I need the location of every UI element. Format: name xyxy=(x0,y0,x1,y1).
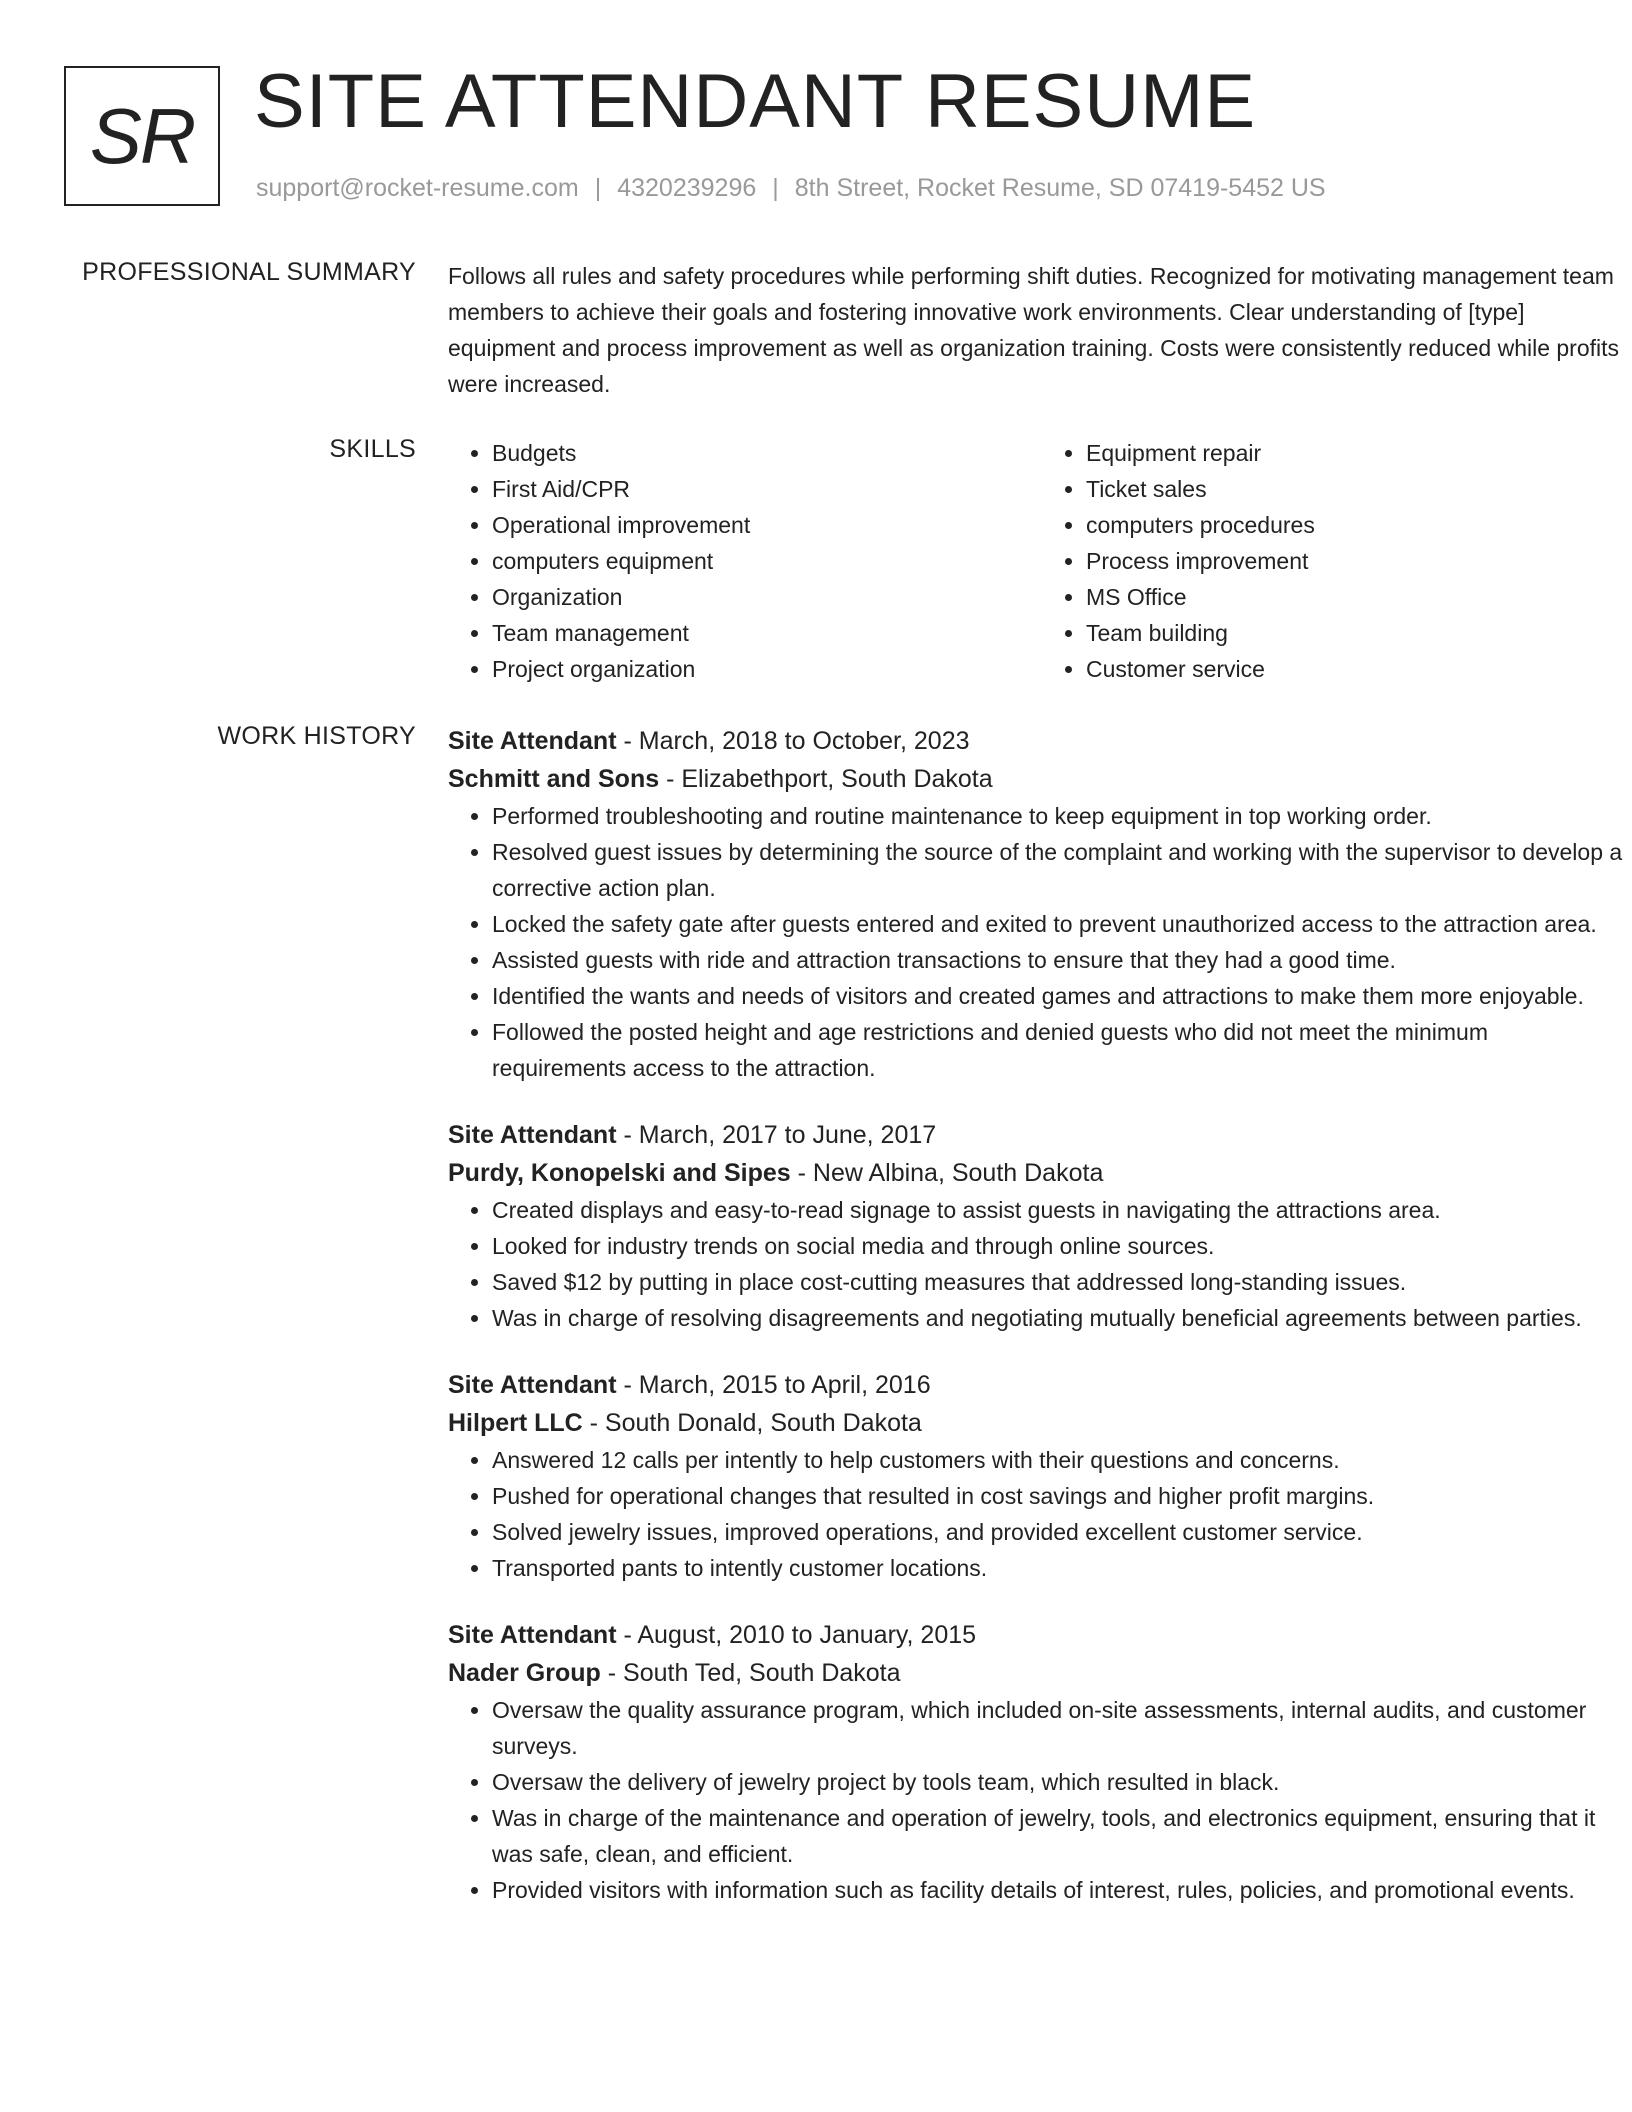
contact-email: support@rocket-resume.com xyxy=(256,174,579,202)
job-dates: - August, 2010 to January, 2015 xyxy=(616,1621,977,1649)
skill-item: • Equipment repair xyxy=(1086,435,1592,471)
job-location: - South Donald, South Dakota xyxy=(582,1409,922,1437)
monogram-initials: SR xyxy=(89,91,195,180)
job-bullet: • Solved jewelry issues, improved operations, and provided excellent customer service. xyxy=(492,1514,1628,1550)
job-dates: - March, 2015 to April, 2016 xyxy=(616,1371,931,1399)
contact-separator: | xyxy=(772,174,779,202)
job-title: Site Attendant xyxy=(448,727,617,755)
job-title-line xyxy=(448,1116,1628,1154)
skills-list-right xyxy=(1042,435,1592,687)
summary-text: Follows all rules and safety procedures while performing shift duties. Recognized for motivating management team members to achieve their goals and fostering innovative work environments. Clear understanding of [type] equipment and process improvement as well as organization training. Costs were consistently reduced while profits were increased. xyxy=(448,263,1620,397)
job-bullet: • Looked for industry trends on social media and through online sources. xyxy=(492,1228,1628,1264)
job-bullets xyxy=(448,798,1628,1086)
work-history-label: WORK HISTORY xyxy=(217,722,416,750)
job-bullet: • Provided visitors with information such as facility details of interest, rules, policies, and promotional events. xyxy=(492,1872,1628,1908)
skills-body xyxy=(448,435,1628,687)
contact-separator: | xyxy=(594,174,602,202)
summary-body xyxy=(448,258,1628,402)
job-bullets xyxy=(448,1192,1628,1336)
resume-title: SITE ATTENDANT RESUME xyxy=(254,59,1257,144)
job-bullet: • Transported pants to intently customer locations. xyxy=(492,1550,1628,1586)
job-bullets xyxy=(448,1692,1628,1908)
skill-item: • MS Office xyxy=(1086,579,1592,615)
job-bullet: • Saved $12 by putting in place cost-cutting measures that addressed long-standing issues. xyxy=(492,1264,1628,1300)
job-bullet: • Assisted guests with ride and attraction transactions to ensure that they had a good time. xyxy=(492,942,1628,978)
monogram-box xyxy=(64,66,220,206)
contact-phone: 4320239296 xyxy=(617,174,757,202)
job-dates: - March, 2018 to October, 2023 xyxy=(616,727,970,755)
skill-item: • Project organization xyxy=(492,651,1042,687)
job-bullet: • Pushed for operational changes that resulted in cost savings and higher profit margins. xyxy=(492,1478,1628,1514)
job-title: Site Attendant xyxy=(448,1121,617,1149)
job-bullets xyxy=(448,1442,1628,1586)
job-bullet: • Answered 12 calls per intently to help customers with their questions and concerns. xyxy=(492,1442,1628,1478)
job-bullet: • Was in charge of resolving disagreements and negotiating mutually beneficial agreements between parties. xyxy=(492,1300,1628,1336)
job-dates: - March, 2017 to June, 2017 xyxy=(616,1121,937,1149)
job-bullet: • Locked the safety gate after guests entered and exited to prevent unauthorized access to the attraction area. xyxy=(492,906,1628,942)
job-company: Schmitt and Sons xyxy=(448,765,660,793)
skill-item: • Team building xyxy=(1086,615,1592,651)
job-entry xyxy=(448,1116,1628,1336)
summary-label: PROFESSIONAL SUMMARY xyxy=(82,258,416,286)
skill-item: • Team management xyxy=(492,615,1042,651)
work-history-body xyxy=(448,722,1628,1938)
job-bullet: • Created displays and easy-to-read signage to assist guests in navigating the attractions area. xyxy=(492,1192,1628,1228)
job-company-line xyxy=(448,760,1628,798)
job-company-line xyxy=(448,1404,1628,1442)
skill-item: • Customer service xyxy=(1086,651,1592,687)
job-title-line xyxy=(448,722,1628,760)
job-entry xyxy=(448,1366,1628,1586)
skill-item: • Budgets xyxy=(492,435,1042,471)
job-title: Site Attendant xyxy=(448,1621,617,1649)
job-bullet: • Identified the wants and needs of visitors and created games and attractions to make them more enjoyable. xyxy=(492,978,1628,1014)
job-title-line xyxy=(448,1366,1628,1404)
job-company: Nader Group xyxy=(448,1659,601,1687)
contact-address: 8th Street, Rocket Resume, SD 07419-5452 US xyxy=(794,174,1326,202)
skills-list-left xyxy=(448,435,1042,687)
skill-item: • Process improvement xyxy=(1086,543,1592,579)
job-location: - South Ted, South Dakota xyxy=(600,1659,901,1687)
job-company-line xyxy=(448,1154,1628,1192)
job-company-line xyxy=(448,1654,1628,1692)
skill-item: • First Aid/CPR xyxy=(492,471,1042,507)
skill-item: • computers procedures xyxy=(1086,507,1592,543)
job-bullet: • Followed the posted height and age restrictions and denied guests who did not meet the minimum requirements access to the attraction. xyxy=(492,1014,1628,1086)
skill-item: • Organization xyxy=(492,579,1042,615)
job-location: - Elizabethport, South Dakota xyxy=(659,765,993,793)
job-entry xyxy=(448,1616,1628,1908)
skills-label: SKILLS xyxy=(329,435,416,463)
job-bullet: • Performed troubleshooting and routine maintenance to keep equipment in top working order. xyxy=(492,798,1628,834)
job-company: Hilpert LLC xyxy=(448,1409,583,1437)
job-title-line xyxy=(448,1616,1628,1654)
job-bullet: • Oversaw the quality assurance program, which included on-site assessments, internal audits, and customer surveys. xyxy=(492,1692,1628,1764)
job-bullet: • Resolved guest issues by determining the source of the complaint and working with the supervisor to develop a corrective action plan. xyxy=(492,834,1628,906)
contact-line xyxy=(256,174,1326,203)
job-title: Site Attendant xyxy=(448,1371,617,1399)
job-location: - New Albina, South Dakota xyxy=(790,1159,1104,1187)
job-entry xyxy=(448,722,1628,1086)
skill-item: • Ticket sales xyxy=(1086,471,1592,507)
skill-item: • Operational improvement xyxy=(492,507,1042,543)
skill-item: • computers equipment xyxy=(492,543,1042,579)
job-bullet: • Was in charge of the maintenance and operation of jewelry, tools, and electronics equipment, ensuring that it was safe, clean, and efficient. xyxy=(492,1800,1628,1872)
job-bullet: • Oversaw the delivery of jewelry project by tools team, which resulted in black. xyxy=(492,1764,1628,1800)
job-company: Purdy, Konopelski and Sipes xyxy=(448,1159,791,1187)
